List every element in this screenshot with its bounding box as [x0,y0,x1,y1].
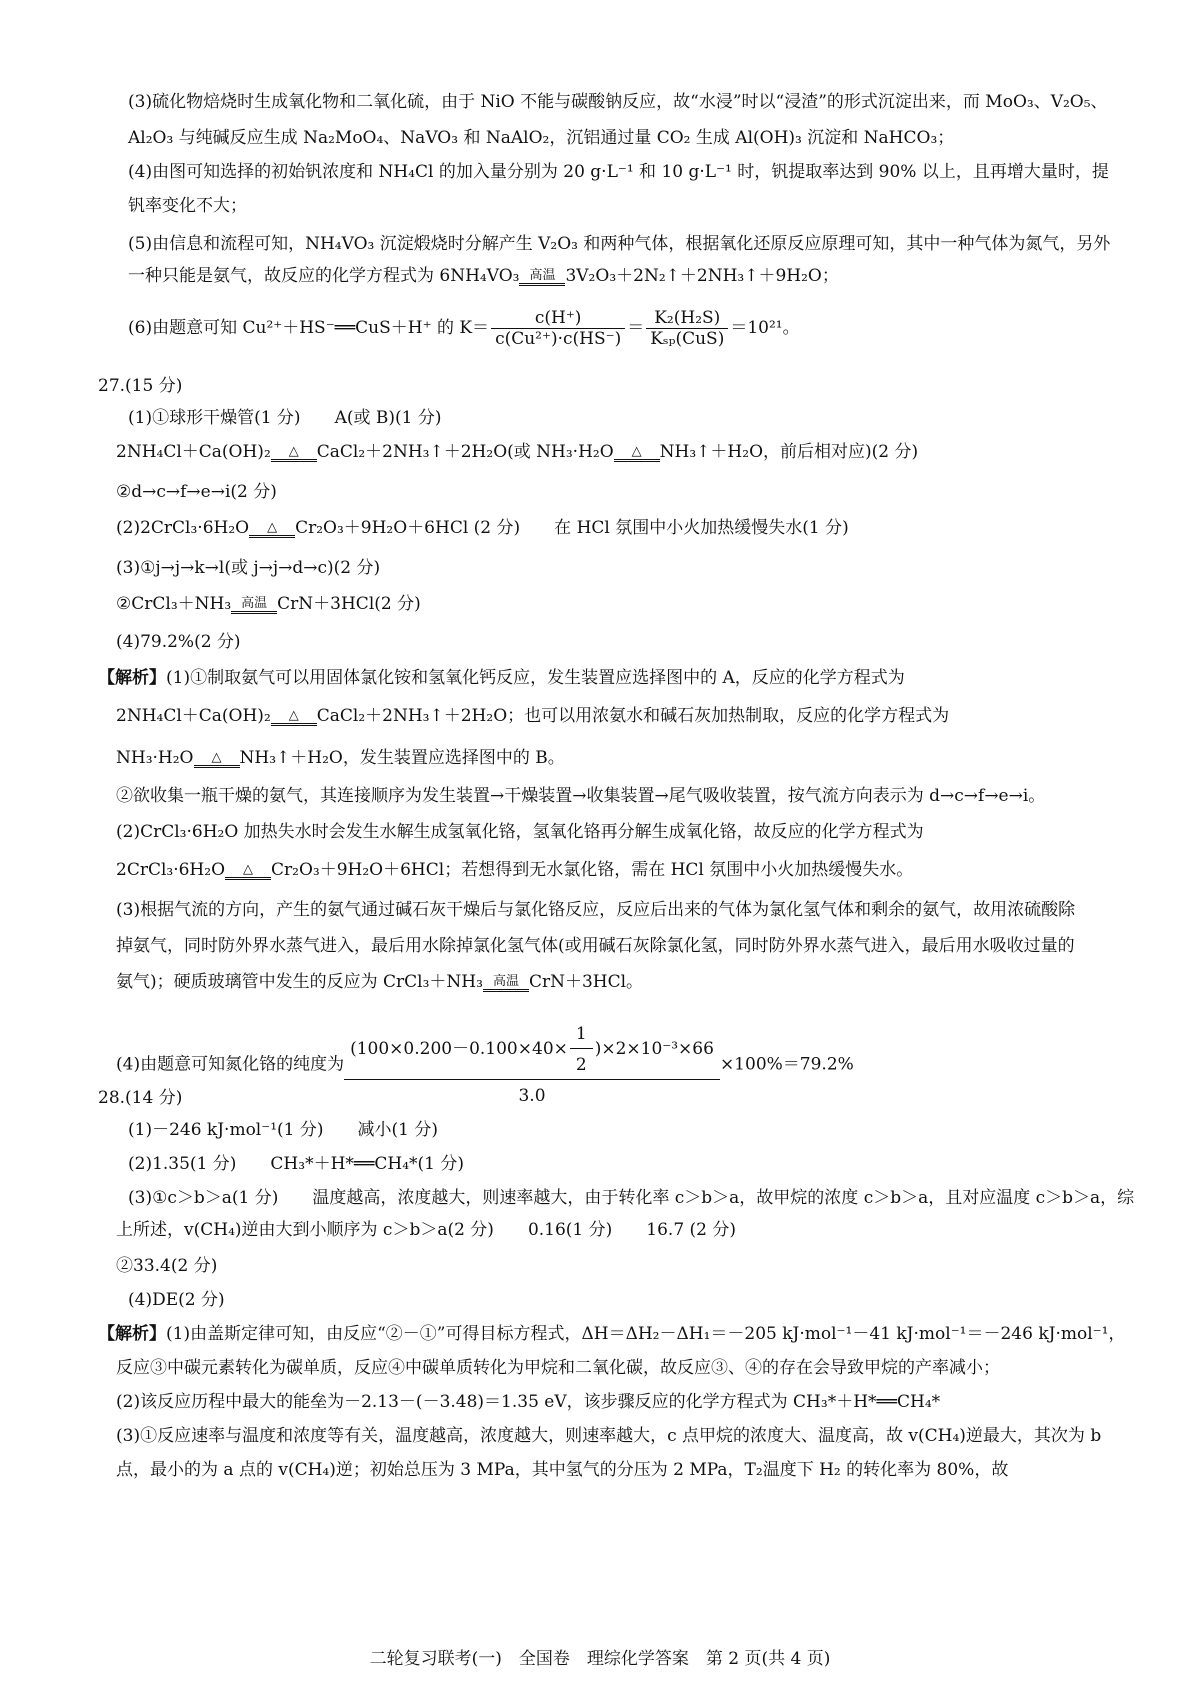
text-line: (3)硫化物焙烧时生成氧化物和二氧化硫，由于 NiO 不能与碳酸钠反应，故“水浸”时以“浸渣”的形式沉淀出来，而 MoO₃、V₂O₅、 [128,92,1108,112]
question-heading: 28.(14 分) [98,1088,183,1108]
reaction-condition: △ [225,863,271,880]
reaction-condition: 高温 [231,597,277,614]
reaction-condition: △ [249,521,295,538]
text-line: Al₂O₃ 与纯碱反应生成 Na₂MoO₄、NaVO₃ 和 NaAlO₂，沉铝通过量 CO₂ 生成 Al(OH)₃ 沉淀和 NaHCO₃； [128,128,955,148]
text-line: 掉氨气，同时防外界水蒸气进入，最后用水除掉氯化氢气体(或用碱石灰除氯化氢，同时防外界水蒸气进入，最后用水吸收过量的 [116,936,1075,956]
analysis-label: 【解析】 [98,1324,166,1344]
equation-line: (2)2CrCl₃·6H₂O △ Cr₂O₃＋9H₂O＋6HCl (2 分) 在 HCl 氛围中小火加热缓慢失水(1 分) [116,518,849,538]
text-line: (4)79.2%(2 分) [116,632,241,652]
analysis-line: 【解析】(1)①制取氨气可以用固体氯化铵和氢氧化钙反应，发生装置应选择图中的 A，反应的化学方程式为 [98,668,905,688]
text: ＝10²¹。 [730,318,800,338]
text-line: 点，最小的为 a 点的 v(CH₄)逆；初始总压为 3 MPa，其中氢气的分压为 2 MPa，T₂温度下 H₂ 的转化率为 80%，故 [116,1460,1009,1480]
text-line: (3)根据气流的方向，产生的氨气通过碱石灰干燥后与氯化铬反应，反应后出来的气体为氯化氢气体和剩余的氨气，故用浓硫酸除 [116,900,1076,920]
text-line: ②33.4(2 分) [116,1256,218,1276]
text-line: 反应③中碳元素转化为碳单质，反应④中碳单质转化为甲烷和二氧化碳，故反应③、④的存在会导致甲烷的产率减小； [116,1358,1000,1378]
text-line: (3)①反应速率与温度和浓度等有关，温度越高，浓度越大，则速率越大，c 点甲烷的浓度大、温度高，故 v(CH₄)逆最大，其次为 b [116,1426,1102,1446]
text-line: (4)由图可知选择的初始钒浓度和 NH₄Cl 的加入量分别为 20 g·L⁻¹ 和 10 g·L⁻¹ 时，钒提取率达到 90% 以上，且再增大量时，提 [128,162,1109,182]
text-line: (2)1.35(1 分) CH₃*＋H*══CH₄*(1 分) [128,1154,464,1174]
equation-line: 2NH₄Cl＋Ca(OH)₂ △ CaCl₂＋2NH₃↑＋2H₂O(或 NH₃·H₂O △ NH₃↑＋H₂O，前后相对应)(2 分) [116,442,919,462]
reaction-condition: 高温 [483,975,529,992]
equation-line [0,264,1200,288]
reaction-condition: △ [271,445,317,462]
reaction-condition: 高温 [519,269,565,286]
equation-line: NH₃·H₂O △ NH₃↑＋H₂O，发生装置应选择图中的 B。 [116,748,565,768]
text-line: (3)①j→j→k→l(或 j→j→d→c)(2 分) [116,558,381,578]
purity-fraction: (100×0.200－0.100×40× $\frac{1}{2}$ )×2×10⁻³×66 3.0 [344,1024,720,1106]
text-line: (1)①球形干燥管(1 分) A(或 B)(1 分) [128,408,442,428]
fraction: $\frac{\text{K₂(H₂S)}}{\text{Kₛₚ(CuS)}}$ [646,308,728,349]
text: 一种只能是氨气，故反应的化学方程式为 6NH₄VO₃ [128,266,520,286]
reaction-condition: △ [194,751,240,768]
text-line: ②d→c→f→e→i(2 分) [116,482,277,502]
text-line: 钒率变化不大； [128,196,247,216]
text: 3V₂O₃＋2N₂↑＋2NH₃↑＋9H₂O； [565,266,839,286]
text-line: (1)－246 kJ·mol⁻¹(1 分) 减小(1 分) [128,1120,439,1140]
analysis-line: 【解析】(1)由盖斯定律可知，由反应“②－①”可得目标方程式，ΔH＝ΔH₂－ΔH₁＝－205 kJ·mol⁻¹－41 kJ·mol⁻¹＝－246 kJ·mol⁻¹， [98,1324,1126,1344]
equation-line: (6)由题意可知 Cu²⁺＋HS⁻══CuS＋H⁺ 的 K＝ $\frac{c(H^+)}{\text{c(Cu²⁺)·c(HS⁻)}}$ ＝ $\frac{\text{K₂(H₂S)}}{\text{Kₛₚ(CuS)}}$ ＝10²¹。 [128,308,800,349]
equation-line: 氨气)；硬质玻璃管中发生的反应为 CrCl₃＋NH₃ 高温 CrN＋3HCl。 [116,972,644,992]
text-line: (5)由信息和流程可知，NH₄VO₃ 沉淀煅烧时分解产生 V₂O₃ 和两种气体，根据氧化还原反应原理可知，其中一种气体为氮气，另外 [128,234,1111,254]
text-line: 上所述，v(CH₄)逆由大到小顺序为 c＞b＞a(2 分) 0.16(1 分) 16.7 (2 分) [116,1220,737,1240]
equation-line: 2NH₄Cl＋Ca(OH)₂ △ CaCl₂＋2NH₃↑＋2H₂O；也可以用浓氨水和碱石灰加热制取，反应的化学方程式为 [116,706,950,726]
equation-line: 2CrCl₃·6H₂O △ Cr₂O₃＋9H₂O＋6HCl；若想得到无水氯化铬，需在 HCl 氛围中小火加热缓慢失水。 [116,860,914,880]
equation-line: ②CrCl₃＋NH₃ 高温 CrN＋3HCl(2 分) [116,594,421,614]
text-line: (2)CrCl₃·6H₂O 加热失水时会发生水解生成氢氧化铬，氢氧化铬再分解生成氧化铬，故反应的化学方程式为 [116,822,924,842]
text: (6)由题意可知 Cu²⁺＋HS⁻══CuS＋H⁺ 的 K＝ [128,318,490,338]
page-footer: 二轮复习联考(一) 全国卷 理综化学答案 第 2 页(共 4 页) [369,1649,831,1669]
analysis-label: 【解析】 [98,668,166,688]
reaction-condition: △ [614,445,660,462]
half-fraction: $\frac{1}{2}$ [570,1024,593,1075]
text-line: (2)该反应历程中最大的能垒为－2.13－(－3.48)＝1.35 eV，该步骤反应的化学方程式为 CH₃*＋H*══CH₄* [116,1392,941,1412]
text-line: (3)①c＞b＞a(1 分) 温度越高，浓度越大，则速率越大，由于转化率 c＞b＞a，故甲烷的浓度 c＞b＞a，且对应温度 c＞b＞a，综 [128,1188,1135,1208]
reaction-condition: △ [271,709,317,726]
question-heading: 27.(15 分) [98,376,183,396]
text-line: ②欲收集一瓶干燥的氨气，其连接顺序为发生装置→干燥装置→收集装置→尾气吸收装置，按气流方向表示为 d→c→f→e→i。 [116,786,1046,806]
fraction: $\frac{c(H^+)}{\text{c(Cu²⁺)·c(HS⁻)}}$ [491,308,625,349]
purity-equation: (4)由题意可知氮化铬的纯度为 (100×0.200－0.100×40× $\frac{1}{2}$ )×2×10⁻³×66 3.0 ×100%＝79.2% [116,1024,854,1106]
text-line: (4)DE(2 分) [128,1290,225,1310]
